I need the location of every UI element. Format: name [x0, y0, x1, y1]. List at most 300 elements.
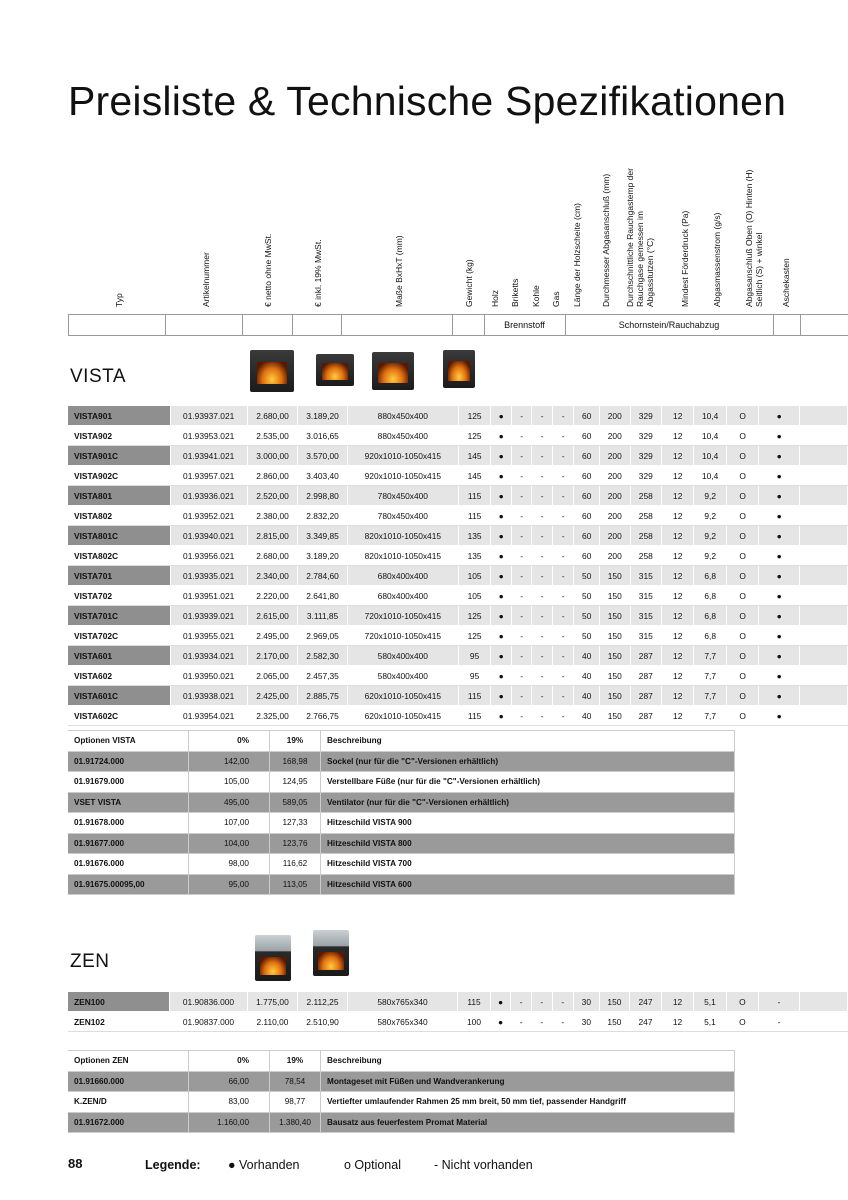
table-cell: -	[532, 446, 553, 466]
price: 1.380,40	[270, 1112, 321, 1133]
table-cell: -	[552, 486, 573, 506]
table-cell: 100	[458, 1012, 491, 1032]
table-cell: 247	[630, 1012, 662, 1032]
table-row	[68, 586, 848, 606]
product-image	[316, 354, 354, 386]
table-cell: -	[532, 666, 553, 686]
col-holz: Holz	[490, 289, 500, 307]
table-cell: 287	[630, 646, 662, 666]
table-cell: 5,1	[694, 992, 726, 1012]
options-row	[68, 1112, 735, 1133]
table-cell: -	[532, 546, 553, 566]
table-cell: 145	[458, 466, 490, 486]
table-cell: 200	[599, 546, 630, 566]
table-cell: O	[726, 486, 758, 506]
table-row	[68, 646, 848, 666]
column-header: 0%	[189, 731, 270, 752]
description: Hitzeschild VISTA 700	[321, 854, 735, 875]
table-cell: 7,7	[694, 686, 727, 706]
zen-options-table	[68, 1050, 735, 1133]
table-cell: 50	[574, 566, 600, 586]
description: Ventilator (nur für die "C"-Versionen erhältlich)	[321, 792, 735, 813]
table-cell: 01.93952.021	[170, 506, 247, 526]
table-cell: 150	[599, 646, 630, 666]
price: 78,54	[270, 1071, 321, 1092]
table-cell: O	[726, 426, 758, 446]
table-cell: 2.680,00	[247, 406, 298, 426]
table-cell: 287	[630, 686, 662, 706]
table-cell: 3.403,40	[298, 466, 348, 486]
table-cell: 50	[574, 626, 600, 646]
model-name: VISTA802	[68, 506, 170, 526]
table-cell: 60	[574, 406, 600, 426]
table-row	[68, 1012, 848, 1032]
table-cell: 10,4	[694, 466, 727, 486]
legend-label: Legende:	[145, 1158, 201, 1172]
table-cell: 40	[574, 706, 600, 726]
description: Sockel (nur für die "C"-Versionen erhältlich)	[321, 751, 735, 772]
table-cell: 01.93953.021	[170, 426, 247, 446]
table-cell: 329	[630, 426, 662, 446]
table-cell: 580x400x400	[347, 646, 458, 666]
table-cell: 3.000,00	[247, 446, 298, 466]
table-cell: 2.457,35	[298, 666, 348, 686]
col-gas: Gas	[551, 291, 561, 307]
table-cell: O	[726, 666, 758, 686]
table-cell: ●	[759, 666, 800, 686]
table-cell: ●	[759, 526, 800, 546]
table-cell: 12	[662, 526, 694, 546]
table-cell: 40	[574, 666, 600, 686]
table-cell: O	[726, 566, 758, 586]
table-cell: O	[726, 686, 758, 706]
table-cell: 2.170,00	[247, 646, 298, 666]
column-header: Beschreibung	[321, 731, 735, 752]
description: Verstellbare Füße (nur für die "C"-Versionen erhältlich)	[321, 772, 735, 793]
table-cell: 01.90837.000	[170, 1012, 247, 1032]
table-cell: -	[511, 526, 532, 546]
options-row	[68, 874, 735, 895]
vista-options-table	[68, 730, 735, 895]
table-cell: -	[531, 1012, 552, 1032]
table-cell: 125	[458, 406, 490, 426]
table-cell: O	[726, 626, 758, 646]
description: Hitzeschild VISTA 600	[321, 874, 735, 895]
table-cell: 820x1010-1050x415	[347, 546, 458, 566]
table-cell: -	[552, 466, 573, 486]
table-row	[68, 666, 848, 686]
table-cell: 01.93937.021	[170, 406, 247, 426]
table-cell: 125	[458, 426, 490, 446]
price: 495,00	[189, 792, 270, 813]
table-cell: 680x400x400	[347, 586, 458, 606]
table-cell	[800, 526, 848, 546]
table-cell: 920x1010-1050x415	[347, 446, 458, 466]
table-cell: 12	[662, 666, 694, 686]
product-image	[255, 935, 291, 981]
table-cell: -	[511, 706, 532, 726]
table-cell: 60	[574, 426, 600, 446]
table-cell: 2.065,00	[247, 666, 298, 686]
table-cell: 9,2	[694, 506, 727, 526]
table-cell: 150	[599, 566, 630, 586]
table-cell: -	[552, 586, 573, 606]
table-cell: 60	[574, 526, 600, 546]
price: 168,98	[270, 751, 321, 772]
table-cell: -	[552, 666, 573, 686]
table-cell: 315	[630, 606, 662, 626]
table-cell: -	[552, 606, 573, 626]
table-cell: 125	[458, 606, 490, 626]
table-cell: 200	[599, 446, 630, 466]
table-cell: 580x765x340	[347, 992, 457, 1012]
price: 1.160,00	[189, 1112, 270, 1133]
table-cell: O	[726, 546, 758, 566]
divider	[800, 314, 801, 336]
table-cell: ●	[759, 646, 800, 666]
table-cell: O	[726, 646, 758, 666]
model-name: VISTA601C	[68, 686, 170, 706]
table-cell: 2.495,00	[247, 626, 298, 646]
table-cell: 2.885,75	[298, 686, 348, 706]
table-cell: 12	[662, 506, 694, 526]
table-cell: 780x450x400	[347, 486, 458, 506]
price: 142,00	[189, 751, 270, 772]
table-cell: 3.570,00	[298, 446, 348, 466]
col-typ: Typ	[114, 293, 124, 307]
table-cell: O	[726, 506, 758, 526]
table-cell: 2.425,00	[247, 686, 298, 706]
table-cell: ●	[491, 506, 512, 526]
table-cell: 2.641,80	[298, 586, 348, 606]
table-cell: 105	[458, 586, 490, 606]
table-cell: 620x1010-1050x415	[347, 706, 458, 726]
table-cell: 12	[662, 486, 694, 506]
table-cell: -	[552, 446, 573, 466]
table-cell: 115	[458, 506, 490, 526]
table-cell	[800, 446, 848, 466]
table-cell: -	[532, 706, 553, 726]
table-cell: ●	[491, 446, 512, 466]
table-cell: 12	[662, 566, 694, 586]
table-cell: ●	[491, 466, 512, 486]
table-cell: ●	[759, 566, 800, 586]
table-cell	[800, 546, 848, 566]
table-cell: 620x1010-1050x415	[347, 686, 458, 706]
article-number: 01.91679.000	[68, 772, 189, 793]
model-name: VISTA701C	[68, 606, 170, 626]
table-cell: -	[759, 1012, 800, 1032]
price: 116,62	[270, 854, 321, 875]
description: Montageset mit Füßen und Wandverankerung	[321, 1071, 735, 1092]
options-row	[68, 1071, 735, 1092]
model-name: VISTA901	[68, 406, 170, 426]
vista-spec-table	[68, 406, 848, 726]
price: 124,95	[270, 772, 321, 793]
options-header-row	[68, 731, 735, 752]
table-cell: -	[552, 706, 573, 726]
table-cell: O	[726, 526, 758, 546]
model-name: VISTA902C	[68, 466, 170, 486]
table-cell: 12	[662, 446, 694, 466]
table-cell: 60	[574, 486, 600, 506]
table-cell: 3.016,65	[298, 426, 348, 446]
table-cell: 125	[458, 626, 490, 646]
table-cell: 135	[458, 546, 490, 566]
article-number: 01.91677.000	[68, 833, 189, 854]
article-number: VSET VISTA	[68, 792, 189, 813]
table-row	[68, 626, 848, 646]
table-cell: -	[532, 466, 553, 486]
table-cell: 329	[630, 446, 662, 466]
model-name: VISTA702C	[68, 626, 170, 646]
table-cell: 60	[574, 466, 600, 486]
table-cell: 2.969,05	[298, 626, 348, 646]
zen-spec-table	[68, 992, 848, 1032]
table-cell: ●	[759, 506, 800, 526]
table-row	[68, 426, 848, 446]
options-row	[68, 792, 735, 813]
article-number: 01.91678.000	[68, 813, 189, 834]
table-cell: 01.93956.021	[170, 546, 247, 566]
table-cell: -	[759, 992, 800, 1012]
table-cell: ●	[759, 466, 800, 486]
col-artikel: Artikelnummer	[201, 252, 211, 307]
table-cell: -	[552, 506, 573, 526]
table-cell: -	[552, 686, 573, 706]
table-cell: 880x450x400	[347, 426, 458, 446]
col-inkl: € inkl. 19% MwSt.	[313, 239, 323, 307]
price: 589,05	[270, 792, 321, 813]
table-cell: -	[511, 992, 532, 1012]
table-cell: ●	[491, 566, 512, 586]
product-image	[250, 350, 294, 392]
table-cell: 12	[662, 406, 694, 426]
table-cell: 12	[661, 1012, 693, 1032]
table-cell: 150	[599, 992, 630, 1012]
table-cell: 2.520,00	[247, 486, 298, 506]
table-cell: -	[511, 646, 532, 666]
table-cell	[800, 606, 848, 626]
price: 113,05	[270, 874, 321, 895]
table-cell: 150	[599, 666, 630, 686]
table-cell: ●	[759, 426, 800, 446]
table-cell: 30	[574, 992, 600, 1012]
table-row	[68, 506, 848, 526]
table-cell: 2.615,00	[247, 606, 298, 626]
table-row	[68, 992, 848, 1012]
table-cell: 880x450x400	[347, 406, 458, 426]
price: 98,77	[270, 1092, 321, 1113]
table-cell: -	[511, 406, 532, 426]
table-cell: 287	[630, 666, 662, 686]
table-cell: -	[511, 686, 532, 706]
table-cell: 115	[458, 706, 490, 726]
table-cell: 920x1010-1050x415	[347, 466, 458, 486]
table-cell: -	[532, 566, 553, 586]
table-cell: -	[552, 566, 573, 586]
options-row	[68, 833, 735, 854]
table-cell: ●	[491, 486, 512, 506]
col-laenge: Länge der Holzscheite (cm)	[572, 203, 582, 307]
table-cell: 12	[662, 686, 694, 706]
table-cell: O	[726, 406, 758, 426]
table-cell: -	[511, 586, 532, 606]
table-cell: 7,7	[694, 706, 727, 726]
table-cell: ●	[759, 706, 800, 726]
table-cell: 2.380,00	[247, 506, 298, 526]
table-cell: 12	[662, 426, 694, 446]
table-row	[68, 406, 848, 426]
col-temperatur: Durchschnittliche Rauchgastemp der Rauchgase gemessen im Abgasstutzen (°C)	[625, 168, 655, 307]
table-cell: 200	[599, 486, 630, 506]
table-cell: 01.93957.021	[170, 466, 247, 486]
description: Hitzeschild VISTA 800	[321, 833, 735, 854]
table-cell: 2.784,60	[298, 566, 348, 586]
table-cell: 150	[599, 1012, 630, 1032]
table-cell: 200	[599, 526, 630, 546]
table-cell: 40	[574, 646, 600, 666]
options-row	[68, 1092, 735, 1113]
table-cell: -	[552, 1012, 574, 1032]
table-cell: ●	[759, 446, 800, 466]
model-name: VISTA701	[68, 566, 170, 586]
table-cell: -	[511, 1012, 532, 1032]
table-cell: 7,7	[694, 646, 727, 666]
price: 123,76	[270, 833, 321, 854]
table-cell: ●	[491, 586, 512, 606]
model-name: VISTA801	[68, 486, 170, 506]
table-cell: ●	[759, 606, 800, 626]
table-cell	[800, 486, 848, 506]
table-cell: -	[511, 506, 532, 526]
table-cell: ●	[759, 626, 800, 646]
table-cell: 12	[662, 626, 694, 646]
section-title-zen: ZEN	[70, 951, 110, 972]
table-cell: 10,4	[694, 446, 727, 466]
table-cell: 115	[458, 992, 491, 1012]
table-cell: 680x400x400	[347, 566, 458, 586]
table-cell: -	[532, 526, 553, 546]
table-cell: 6,8	[694, 566, 727, 586]
table-cell: ●	[759, 406, 800, 426]
column-header: 19%	[270, 1051, 321, 1072]
table-cell: ●	[490, 992, 511, 1012]
price: 95,00	[189, 874, 270, 895]
table-cell: -	[511, 546, 532, 566]
table-cell	[800, 426, 848, 446]
table-cell: ●	[491, 686, 512, 706]
table-cell: 2.510,90	[298, 1012, 348, 1032]
price: 104,00	[189, 833, 270, 854]
col-briketts: Briketts	[510, 278, 520, 307]
table-row	[68, 566, 848, 586]
price: 127,33	[270, 813, 321, 834]
table-cell: 12	[662, 546, 694, 566]
column-header: Beschreibung	[321, 1051, 735, 1072]
table-cell: 01.93935.021	[170, 566, 247, 586]
table-cell: -	[532, 606, 553, 626]
options-header-row	[68, 1051, 735, 1072]
table-cell: 115	[458, 686, 490, 706]
table-cell: 2.325,00	[247, 706, 298, 726]
table-cell: 01.93940.021	[170, 526, 247, 546]
col-kohle: Kohle	[531, 285, 541, 307]
table-cell: -	[552, 546, 573, 566]
table-cell: 150	[599, 586, 630, 606]
table-cell: ●	[491, 606, 512, 626]
model-name: VISTA902	[68, 426, 170, 446]
page-title: Preisliste & Technische Spezifikationen	[68, 78, 787, 124]
table-cell: 9,2	[694, 546, 727, 566]
table-cell: 9,2	[694, 486, 727, 506]
model-name: VISTA801C	[68, 526, 170, 546]
table-cell: 10,4	[694, 426, 727, 446]
table-cell: -	[531, 992, 552, 1012]
table-cell: -	[532, 586, 553, 606]
table-cell: 780x450x400	[347, 506, 458, 526]
table-cell: 01.93939.021	[170, 606, 247, 626]
table-cell: 95	[458, 666, 490, 686]
table-cell: -	[532, 426, 553, 446]
table-row	[68, 446, 848, 466]
table-cell: -	[552, 526, 573, 546]
table-cell: 329	[630, 466, 662, 486]
options-row	[68, 813, 735, 834]
table-cell: 2.112,25	[298, 992, 348, 1012]
table-cell: -	[511, 666, 532, 686]
table-cell: 105	[458, 566, 490, 586]
col-durchmesser: Durchmesser Abgasanschluß (mm)	[601, 173, 611, 307]
table-cell: 12	[662, 706, 694, 726]
table-cell: -	[511, 446, 532, 466]
group-schornstein: Schornstein/Rauchabzug	[618, 320, 720, 330]
table-cell: 2.998,80	[298, 486, 348, 506]
table-cell: 3.189,20	[298, 546, 348, 566]
table-cell: -	[532, 686, 553, 706]
model-name: VISTA601	[68, 646, 170, 666]
table-row	[68, 606, 848, 626]
table-cell: 2.535,00	[247, 426, 298, 446]
table-cell: O	[726, 586, 758, 606]
model-name: VISTA702	[68, 586, 170, 606]
col-gewicht: Gewicht (kg)	[464, 259, 474, 307]
table-cell: -	[511, 626, 532, 646]
table-cell: 50	[574, 606, 600, 626]
model-name: VISTA901C	[68, 446, 170, 466]
table-cell	[800, 466, 848, 486]
table-cell: 50	[574, 586, 600, 606]
article-number: 01.91675.00095,00	[68, 874, 189, 895]
table-cell: -	[532, 646, 553, 666]
price: 105,00	[189, 772, 270, 793]
group-brennstoff: Brennstoff	[504, 320, 545, 330]
table-cell: -	[532, 486, 553, 506]
table-cell	[800, 586, 848, 606]
table-cell: -	[532, 406, 553, 426]
table-cell: ●	[759, 686, 800, 706]
table-cell: 2.340,00	[247, 566, 298, 586]
table-cell	[800, 506, 848, 526]
table-cell: 247	[630, 992, 662, 1012]
divider	[165, 314, 166, 336]
table-cell: 580x765x340	[347, 1012, 457, 1032]
table-cell: 2.110,00	[247, 1012, 298, 1032]
table-cell: 200	[599, 466, 630, 486]
table-cell: -	[552, 626, 573, 646]
table-cell: -	[552, 406, 573, 426]
table-cell: ●	[759, 546, 800, 566]
